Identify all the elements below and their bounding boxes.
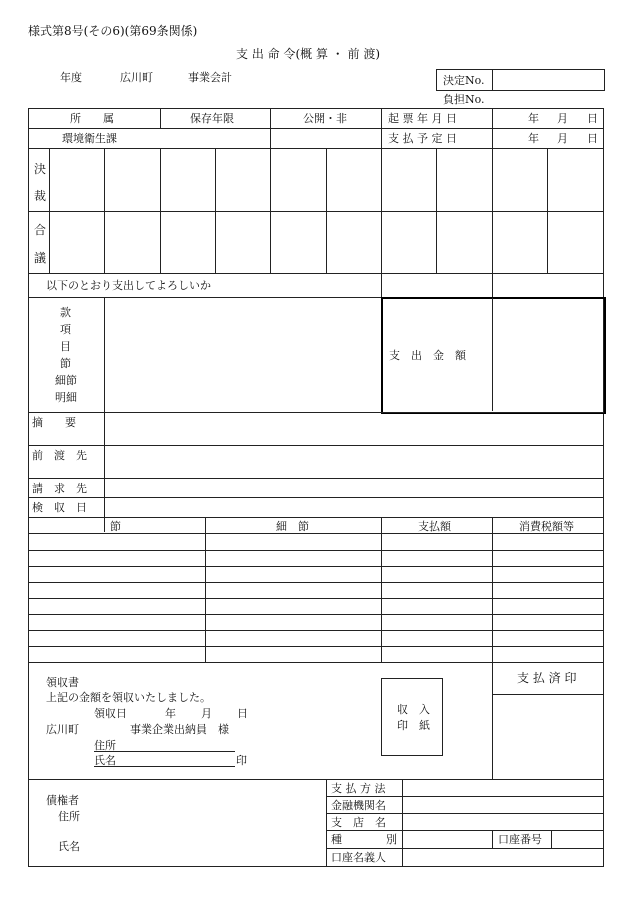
statement-text: 以下のとおり支出してよろしいか: [46, 279, 211, 292]
revenue-stamp-line2: 印 紙: [397, 719, 430, 732]
receipt-day: 日: [237, 707, 248, 720]
pay-date-label: 支 払 予 定 日: [388, 132, 457, 145]
account-holder-label: 口座名義人: [331, 851, 386, 864]
receipt-date-label: 領収日: [94, 707, 127, 720]
fiscal-year-label: 年度: [60, 71, 82, 84]
receipt-seal: 印: [236, 754, 247, 767]
detail-header-payment: 支払額: [418, 520, 451, 533]
receipt-month: 月: [201, 707, 212, 720]
budget-kan: 款: [60, 306, 71, 319]
account-label: 事業会計: [188, 71, 232, 84]
receipt-title: 領収書: [46, 676, 79, 689]
dept-header: 所 属: [70, 112, 114, 125]
form-number: 様式第8号(その6)(第69条関係): [28, 24, 198, 38]
form-title: 支 出 命 令(概 算 ・ 前 渡): [236, 47, 381, 61]
summary-label: 摘 要: [32, 416, 76, 429]
pay-month: 月: [557, 132, 568, 145]
receipt-address-label: 住所: [94, 739, 116, 752]
paid-stamp-label: 支 払 済 印: [517, 671, 577, 685]
receipt-cashier: 事業企業出納員 様: [130, 723, 229, 736]
pay-year: 年: [528, 132, 539, 145]
detail-header-saisetsu: 細 節: [276, 520, 309, 533]
inspect-label: 検 収 日: [32, 501, 87, 514]
budget-setsu: 節: [60, 357, 71, 370]
receipt-name-label: 氏名: [94, 754, 116, 767]
revenue-stamp-line1: 収 入: [397, 703, 430, 716]
creditor-title: 債権者: [46, 794, 79, 807]
receipt-year: 年: [165, 707, 176, 720]
draft-year: 年: [528, 112, 539, 125]
budget-meisai: 明細: [55, 391, 77, 404]
claim-label: 請 求 先: [32, 482, 87, 495]
gougi-char-2: 議: [34, 251, 47, 265]
advance-label: 前 渡 先: [32, 449, 87, 462]
pay-day: 日: [587, 132, 598, 145]
detail-header-tax: 消費税額等: [519, 520, 574, 533]
town-name: 広川町: [120, 71, 153, 84]
creditor-name: 氏名: [58, 840, 80, 853]
amount-label: 支 出 金 額: [389, 349, 466, 362]
creditor-address: 住所: [58, 810, 80, 823]
receipt-text: 上記の金額を領収いたしました。: [46, 691, 211, 704]
public-header: 公開・非: [303, 112, 347, 125]
payment-method-label: 支 払 方 法: [331, 782, 386, 795]
burden-no-label: 負担No.: [443, 93, 485, 106]
budget-moku: 目: [60, 340, 71, 353]
branch-name-label: 支 店 名: [331, 816, 386, 829]
account-type-label: 種 別: [331, 833, 397, 846]
budget-saisetsu: 細節: [55, 374, 77, 387]
decision-no-label: 決定No.: [443, 74, 485, 87]
detail-header-setsu: 節: [110, 520, 121, 533]
draft-date-label: 起 票 年 月 日: [388, 112, 457, 125]
dept-value: 環境衛生課: [62, 132, 117, 145]
retention-header: 保存年限: [190, 112, 234, 125]
account-number-label: 口座番号: [498, 833, 542, 846]
budget-kou: 項: [60, 323, 71, 336]
kessai-char-1: 決: [34, 162, 47, 176]
revenue-stamp-box: [381, 678, 443, 756]
kessai-char-2: 裁: [34, 189, 47, 203]
receipt-town: 広川町: [46, 723, 79, 736]
bank-name-label: 金融機関名: [331, 799, 386, 812]
gougi-char-1: 合: [34, 223, 47, 237]
draft-day: 日: [587, 112, 598, 125]
draft-month: 月: [557, 112, 568, 125]
